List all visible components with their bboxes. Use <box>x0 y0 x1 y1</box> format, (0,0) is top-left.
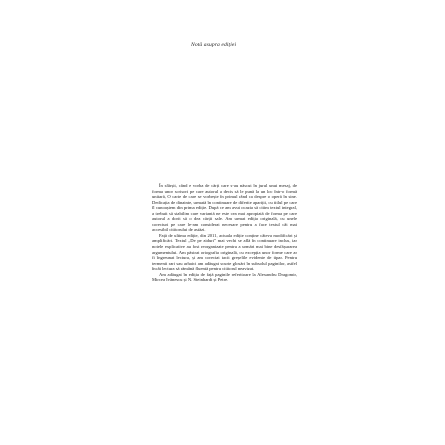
paragraph: Față de ultima ediție, din 2011, actuala ediție conține câteva modificări și amplificări. Textul „De pe ziduri” mai vechi se află în continuare inclus, iar notele explicative au fost reorganizate pentru a urmări mai bine desfășurarea argumentului. Am păstrat ortografia originală, cu excepția unor forme care ar fi îngreunat lectura, și am corectat tacit greșelile evidente de tipar. Pentru termenii rari sau arhaici am adăugat scurte glosări în subsolul paginilor, astfel încât lectura să rămână fluentă pentru cititorul neavizat. <box>152 232 297 272</box>
paragraph: În sfârșit, când e vorba de cărți care s-au născut în jurul unui mesaj, de forma unor scrisori pe care autorul a decis să le pună la un loc într-o formă unitară, O carte de care se vorbește în primul rând ca despre o operă în sine. Dedicația de dinainte, urmată în continuare de diferite apariții, cu titlul pe care îl cunoaștem din prima ediție. După ce am avut ocazia să citim textul integral, a trebuit să stabilim care variantă ne este cea mai apropiată de forma pe care autorul a dorit să o dea cărții sale. Am urmat ediția originală, cu unele corecturi pe care le-am considerat necesare pentru a face textul cât mai accesibil cititorului de astăzi. <box>152 183 297 233</box>
page-heading: Notă asupra ediției <box>191 42 237 48</box>
paragraph: Am adăugat în ediția de față paginile referitoare la Alexandru Dragomir, Mircea Ivănescu și N. Steinhardt și Petre. <box>152 271 297 283</box>
text-column <box>152 183 297 283</box>
